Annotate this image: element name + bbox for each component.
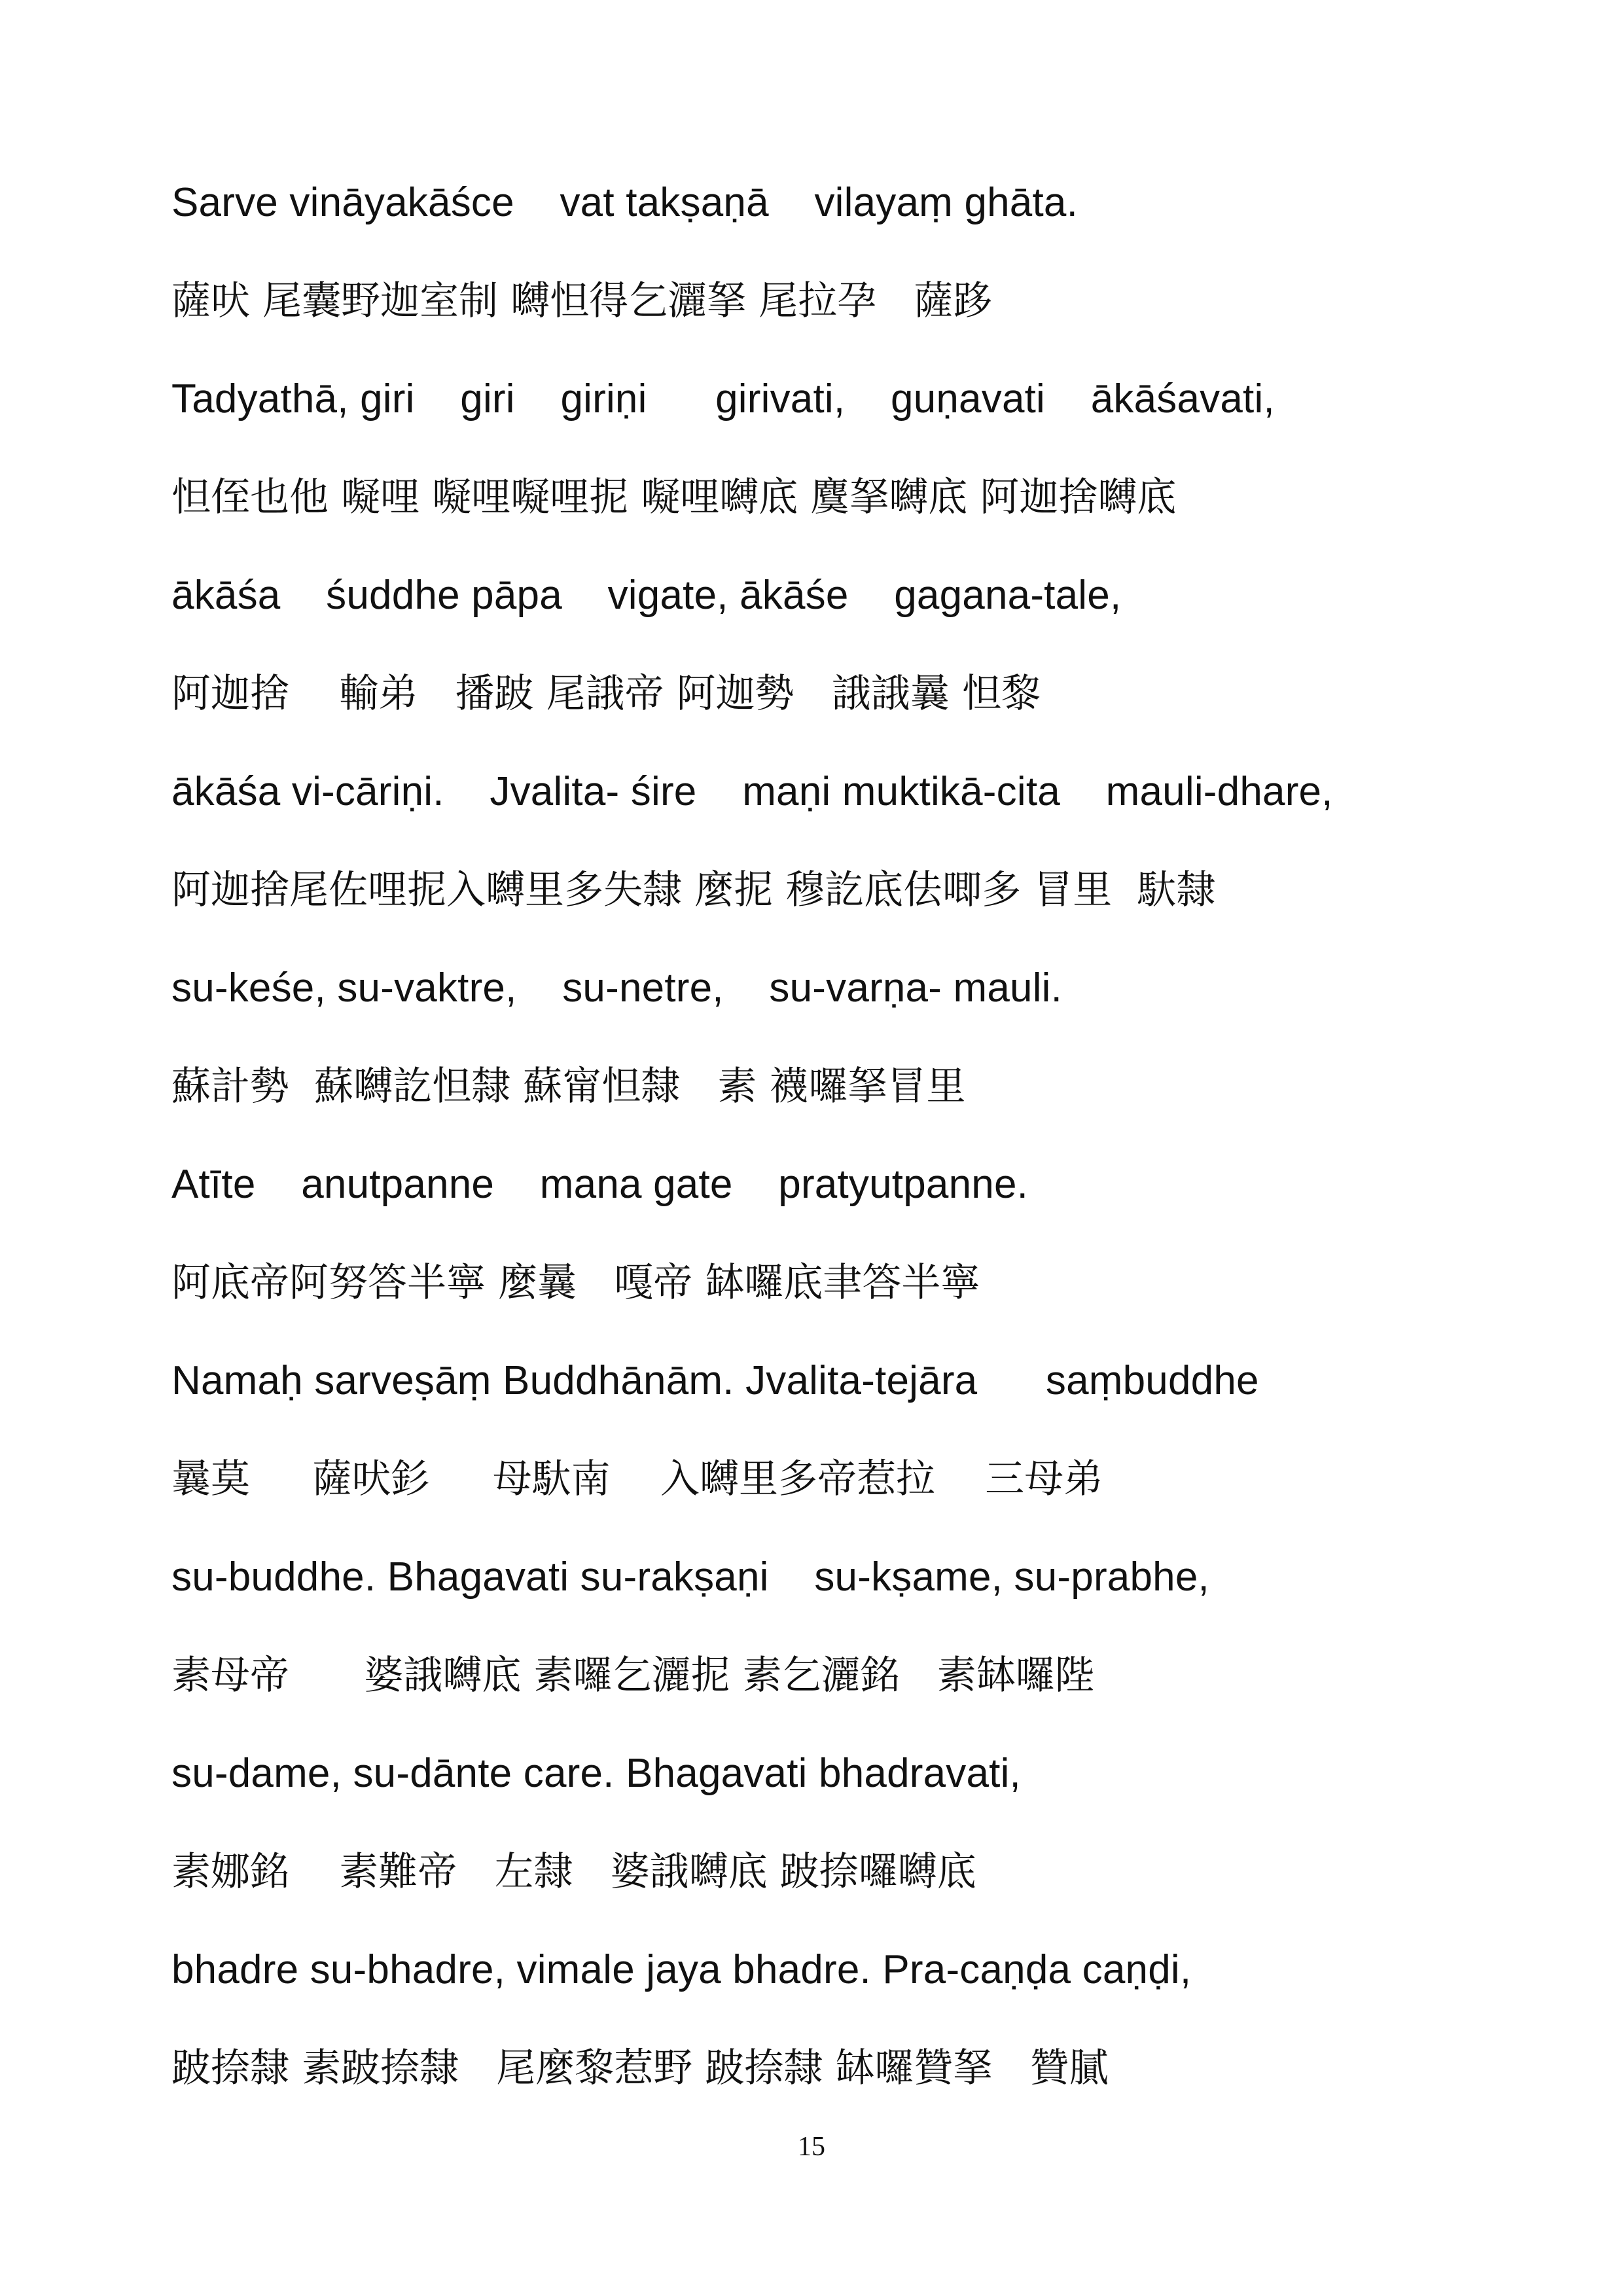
text-line-roman: Namaḥ sarveṣāṃ Buddhānām. Jvalita-tejāra saṃbuddhe [171,1358,1259,1403]
text-line-chinese: 素母帝 婆誐嚩底 素囉乞灑抳 素乞灑銘 素缽囉陛 [171,1653,1094,1698]
text-line-roman: su-buddhe. Bhagavati su-rakṣaṇi su-kṣame, su-prabhe, [171,1554,1209,1600]
text-line-chinese: 阿迦捨尾佐哩抳入嚩里多失隸 麼抳 穆訖底佉唧多 冒里 馱隸 [171,867,1216,913]
text-line-roman: su-dame, su-dānte care. Bhagavati bhadravati, [171,1751,1021,1796]
text-line-chinese: 阿底帝阿努答半寧 麼曩 嘎帝 缽囉底聿答半寧 [171,1260,980,1306]
text-line-chinese: 薩吠 尾囊野迦室制 嚩怛得乞灑拏 尾拉孕 薩跢 [171,278,993,324]
text-line-chinese: 阿迦捨 輸弟 播跛 尾誐帝 阿迦勢 誐誐曩 怛黎 [171,671,1041,717]
text-line-chinese: 素娜銘 素難帝 左隸 婆誐嚩底 跛捺囉嚩底 [171,1849,976,1895]
text-line-roman: bhadre su-bhadre, vimale jaya bhadre. Pra-caṇḍa caṇḍi, [171,1947,1192,1992]
text-line-roman: ākāśa śuddhe pāpa vigate, ākāśe gagana-tale, [171,573,1122,618]
text-line-chinese: 怛侄也他 㘈哩 㘈哩㘈哩抳 㘈哩嚩底 麌拏嚩底 阿迦捨嚩底 [171,475,1177,520]
text-line-chinese: 跛捺隸 素跛捺隸 尾麼黎惹野 跛捺隸 缽囉贊拏 贊膩 [171,2045,1109,2091]
text-line-chinese: 曩莫 薩吠釤 母馱南 入嚩里多帝惹拉 三母弟 [171,1456,1103,1502]
text-line-roman: ākāśa vi-cāriṇi. Jvalita- śire maṇi muktikā-cita mauli-dhare, [171,769,1333,814]
text-line-roman: Tadyathā, giri giri giriṇi girivati, guṇavati ākāśavati, [171,376,1275,422]
text-line-chinese: 蘇計勢 蘇嚩訖怛隸 蘇甯怛隸 素 襪囉拏冒里 [171,1064,966,1109]
text-line-roman: Atīte anutpanne mana gate pratyutpanne. [171,1162,1029,1207]
page-number: 15 [798,2132,825,2162]
text-line-roman: Sarve vināyakāśce vat takṣaṇā vilayaṃ ghāta. [171,180,1079,225]
text-line-roman: su-keśe, su-vaktre, su-netre, su-varṇa- mauli. [171,965,1063,1011]
